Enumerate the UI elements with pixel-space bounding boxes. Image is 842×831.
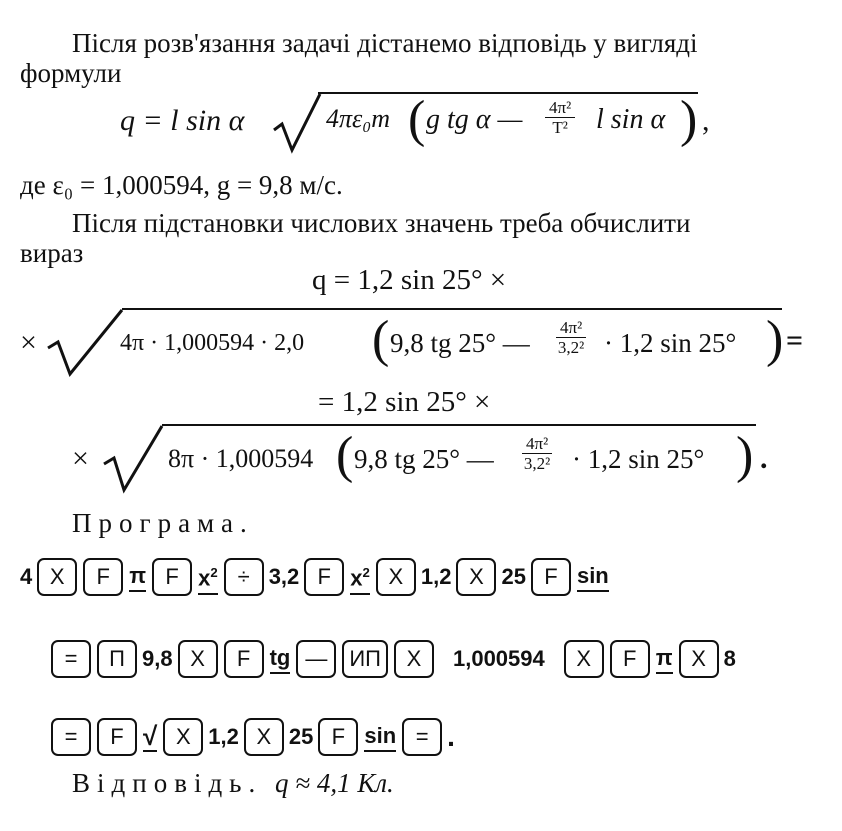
- formula-2-equals: =: [786, 324, 804, 357]
- intro-line-2: формули: [20, 58, 122, 88]
- prog-r3-6: 25: [288, 724, 314, 749]
- answer-label: Відповідь.: [72, 768, 263, 798]
- subst-line-1: Після підстановки числових значень треба обчислити: [72, 208, 691, 238]
- key-f: F: [610, 640, 650, 678]
- formula-2-frac-num: 4π²: [556, 318, 586, 338]
- program-heading: Програма.: [72, 508, 254, 538]
- prog-r2-14: 8: [723, 646, 736, 671]
- key-f: F: [224, 640, 264, 678]
- key-ip: ИП: [342, 640, 388, 678]
- formula-1-radicand-prefix: 4πε₀m: [326, 104, 391, 133]
- key-f: F: [97, 718, 137, 756]
- key-equals: =: [51, 640, 91, 678]
- answer-value: q ≈ 4,1 Кл.: [275, 768, 394, 798]
- key-x: X: [178, 640, 218, 678]
- formula-2-left-paren: (: [372, 311, 390, 368]
- formula-3-frac-num: 4π²: [522, 434, 552, 454]
- formula-1-right-paren: ): [680, 91, 698, 148]
- where-line: де ε₀ = 1,000594, g = 9,8 м/с.: [20, 170, 343, 200]
- key-divide: ÷: [224, 558, 264, 596]
- formula-1-left-paren: (: [408, 91, 426, 148]
- formula-1-lhs: q = l sin α: [120, 104, 245, 137]
- key-f: F: [318, 718, 358, 756]
- intro-line-1: Після розв'язання задачі дістанемо відповідь у вигляді: [72, 28, 698, 58]
- prog-r2-9: 1,000594: [452, 646, 545, 671]
- prog-r1-0: 4: [20, 564, 33, 589]
- key-pi: π: [129, 562, 146, 592]
- formula-3-end: .: [760, 442, 768, 475]
- sqrt-sign-2: [46, 308, 124, 378]
- sqrt-sign-1: [272, 92, 322, 154]
- key-sqrt: √: [143, 721, 158, 751]
- formula-1-frac-den: T²: [552, 118, 568, 137]
- formula-3-fraction: [522, 434, 552, 473]
- program-row-3: [48, 718, 457, 756]
- key-x: X: [376, 558, 416, 596]
- formula-1-tail: l sin α: [596, 104, 666, 135]
- key-p: П: [97, 640, 137, 678]
- key-x: X: [679, 640, 719, 678]
- formula-3-times: ×: [72, 442, 89, 475]
- formula-2-times: ×: [20, 326, 37, 359]
- key-x: X: [456, 558, 496, 596]
- key-f: F: [83, 558, 123, 596]
- vinculum-1: [318, 92, 698, 94]
- answer: [72, 768, 394, 799]
- formula-2-radicand-prefix: 4π · 1,000594 · 2,0: [120, 330, 305, 356]
- formula-3-tail: · 1,2 sin 25°: [572, 444, 705, 474]
- formula-2-fraction: [556, 318, 586, 357]
- prog-r1-7: 3,2: [268, 564, 300, 589]
- program-row-2: [48, 640, 738, 678]
- formula-1-fraction: [545, 98, 575, 137]
- formula-2: [20, 308, 820, 378]
- key-x-squared: $x^2$: [350, 559, 370, 594]
- formula-3-lhs: = 1,2 sin 25° ×: [318, 386, 491, 418]
- formula-3-radicand-prefix: 8π · 1,000594: [168, 444, 314, 473]
- formula-1-g-term: g tg α —: [426, 104, 523, 135]
- key-f: F: [531, 558, 571, 596]
- key-x: X: [244, 718, 284, 756]
- key-sin: sin: [577, 562, 609, 592]
- prog-r3-10: .: [447, 721, 455, 752]
- formula-3: [72, 424, 792, 494]
- formula-2-inner: 9,8 tg 25° —: [390, 328, 530, 358]
- formula-1-end: ,: [702, 104, 710, 137]
- formula-2-tail: · 1,2 sin 25°: [604, 328, 737, 358]
- key-sin: sin: [364, 722, 396, 752]
- formula-1: [120, 92, 740, 152]
- key-x-squared: $x^2$: [198, 559, 218, 594]
- formula-2-frac-den: 3,2²: [557, 338, 585, 357]
- key-x: X: [394, 640, 434, 678]
- sqrt-sign-3: [102, 424, 164, 494]
- key-x: X: [37, 558, 77, 596]
- formula-1-frac-num: 4π²: [545, 98, 575, 118]
- vinculum-3: [162, 424, 756, 426]
- prog-r1-13: 25: [501, 564, 526, 589]
- prog-r3-4: 1,2: [208, 724, 239, 749]
- prog-r1-11: 1,2: [420, 564, 452, 589]
- key-f: F: [304, 558, 344, 596]
- formula-3-right-paren: ): [736, 427, 754, 484]
- formula-2-lhs: q = 1,2 sin 25° ×: [312, 264, 507, 296]
- key-equals: =: [51, 718, 91, 756]
- subst-line-2: вираз: [20, 238, 84, 268]
- key-minus: —: [296, 640, 336, 678]
- key-pi: π: [656, 644, 673, 674]
- key-equals: =: [402, 718, 442, 756]
- prog-r2-2: 9,8: [142, 646, 173, 671]
- vinculum-2: [122, 308, 782, 310]
- key-x: X: [564, 640, 604, 678]
- program-row-1: [18, 558, 612, 596]
- key-f: F: [152, 558, 192, 596]
- formula-3-frac-den: 3,2²: [523, 454, 551, 473]
- formula-2-right-paren: ): [766, 311, 784, 368]
- formula-3-inner: 9,8 tg 25° —: [354, 444, 494, 474]
- key-x: X: [163, 718, 203, 756]
- formula-3-left-paren: (: [336, 427, 354, 484]
- key-tg: tg: [270, 644, 291, 674]
